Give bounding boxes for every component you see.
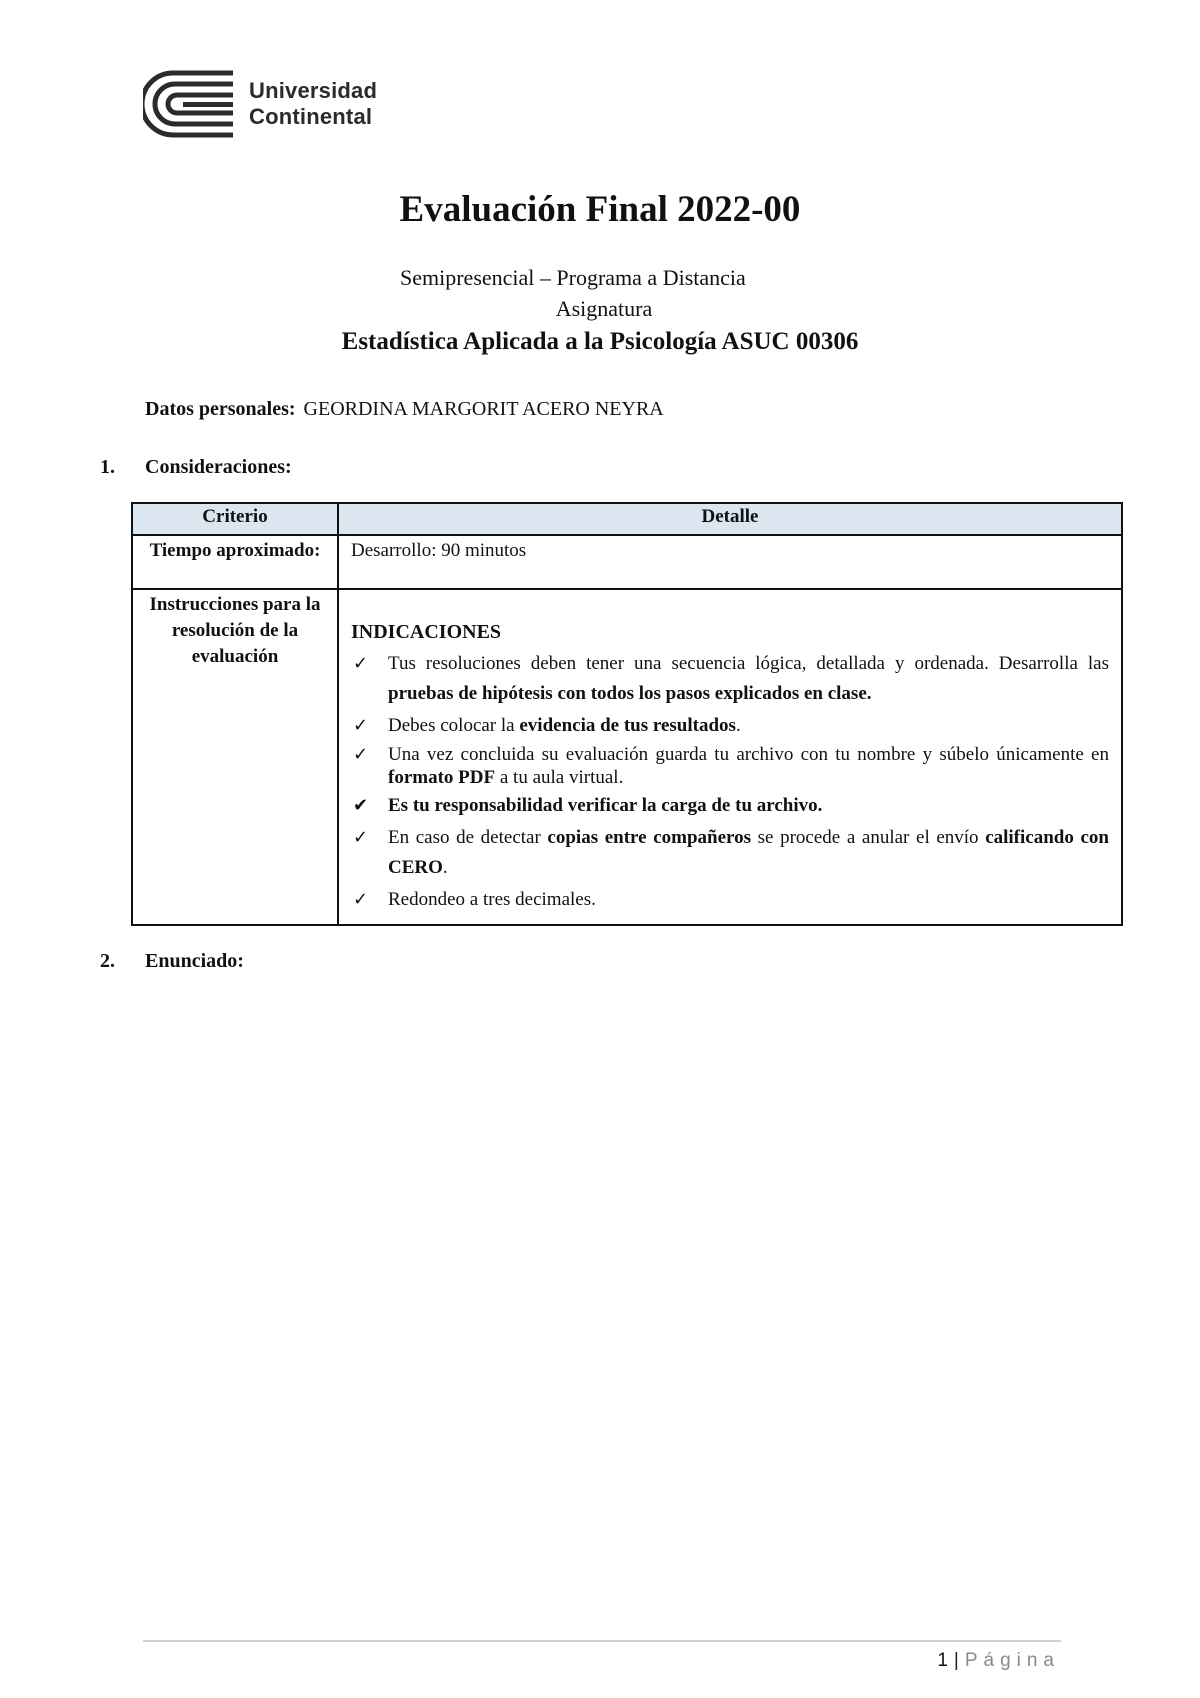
logo-line-2: Continental [249, 104, 373, 129]
table-row [132, 535, 1122, 589]
instructions-list [351, 649, 1109, 913]
table-header-row [132, 503, 1122, 535]
table-cell-criterio: Instrucciones para la resolución de la evaluación [132, 589, 338, 925]
logo-text [249, 78, 377, 130]
check-icon: ✔ [353, 795, 369, 816]
item-text: Debes colocar la [388, 715, 520, 736]
subject-label: Asignatura [555, 296, 653, 321]
section-title: Enunciado: [145, 950, 244, 972]
list-item [351, 713, 1109, 739]
footer-divider [143, 1640, 1061, 1642]
section-number: 1. [100, 456, 115, 478]
table-cell-criterio: Tiempo aproximado: [132, 535, 338, 589]
personal-data [145, 398, 664, 421]
footer-separator: | [953, 1650, 959, 1671]
logo-line-1: Universidad [249, 78, 378, 103]
item-text: . [735, 715, 741, 736]
personal-data-value: GEORDINA MARGORIT ACERO NEYRA [303, 398, 664, 420]
section-number: 2. [100, 950, 115, 972]
section-title: Consideraciones: [145, 456, 292, 478]
university-logo [143, 70, 377, 138]
item-text-bold: formato PDF [388, 767, 496, 788]
criteria-table [131, 502, 1123, 926]
item-text-bold: copias entre compañeros [547, 827, 752, 848]
item-text-bold: evidencia de tus resultados [519, 715, 736, 736]
page-number: 1 [937, 1650, 948, 1671]
table-cell-detalle: Desarrollo: 90 minutos [338, 535, 1122, 589]
document-subtitle: Semipresencial – Programa a Distancia [400, 265, 746, 290]
table-header-detalle: Detalle [338, 503, 1122, 535]
item-text-bold: Es tu responsabilidad verificar la carga de tu archivo. [388, 795, 823, 816]
item-text: En caso de detectar [388, 827, 548, 848]
indicaciones-title: INDICACIONES [351, 621, 502, 643]
check-icon: ✓ [353, 827, 369, 848]
table-header-criterio: Criterio [132, 503, 338, 535]
section-heading-considerations [100, 456, 292, 479]
list-item [351, 793, 1109, 819]
table-row [132, 589, 1122, 925]
university-continental-logo-icon [143, 70, 235, 138]
list-item [351, 887, 1109, 913]
check-icon: ✓ [353, 715, 369, 736]
item-text-bold: calificando con CERO [388, 827, 1109, 878]
item-text: Redondeo a tres decimales. [388, 889, 596, 910]
page-footer [937, 1650, 1060, 1672]
personal-data-label: Datos personales: [145, 398, 296, 420]
check-icon: ✓ [353, 889, 369, 910]
check-icon: ✓ [353, 744, 369, 765]
item-text: Tus resoluciones deben tener una secuencia lógica, detallada y ordenada. Desarrolla las [388, 653, 1109, 674]
list-item [351, 823, 1109, 883]
subject-name: Estadística Aplicada a la Psicología ASUC 00306 [341, 328, 859, 355]
item-text: a tu aula virtual. [495, 767, 624, 788]
section-heading-statement [100, 950, 244, 973]
item-text: . [442, 857, 448, 878]
document-title: Evaluación Final 2022-00 [399, 189, 801, 230]
item-text: se procede a anular el envío [751, 827, 986, 848]
item-text-bold: pruebas de hipótesis con todos los pasos explicados en clase. [388, 683, 872, 704]
page-label: Página [964, 1650, 1060, 1671]
list-item [351, 743, 1109, 789]
list-item [351, 649, 1109, 709]
table-cell-detalle-instructions [338, 589, 1122, 925]
item-text: Una vez concluida su evaluación guarda tu archivo con tu nombre y súbelo únicamente en [388, 744, 1109, 765]
check-icon: ✓ [353, 653, 369, 674]
